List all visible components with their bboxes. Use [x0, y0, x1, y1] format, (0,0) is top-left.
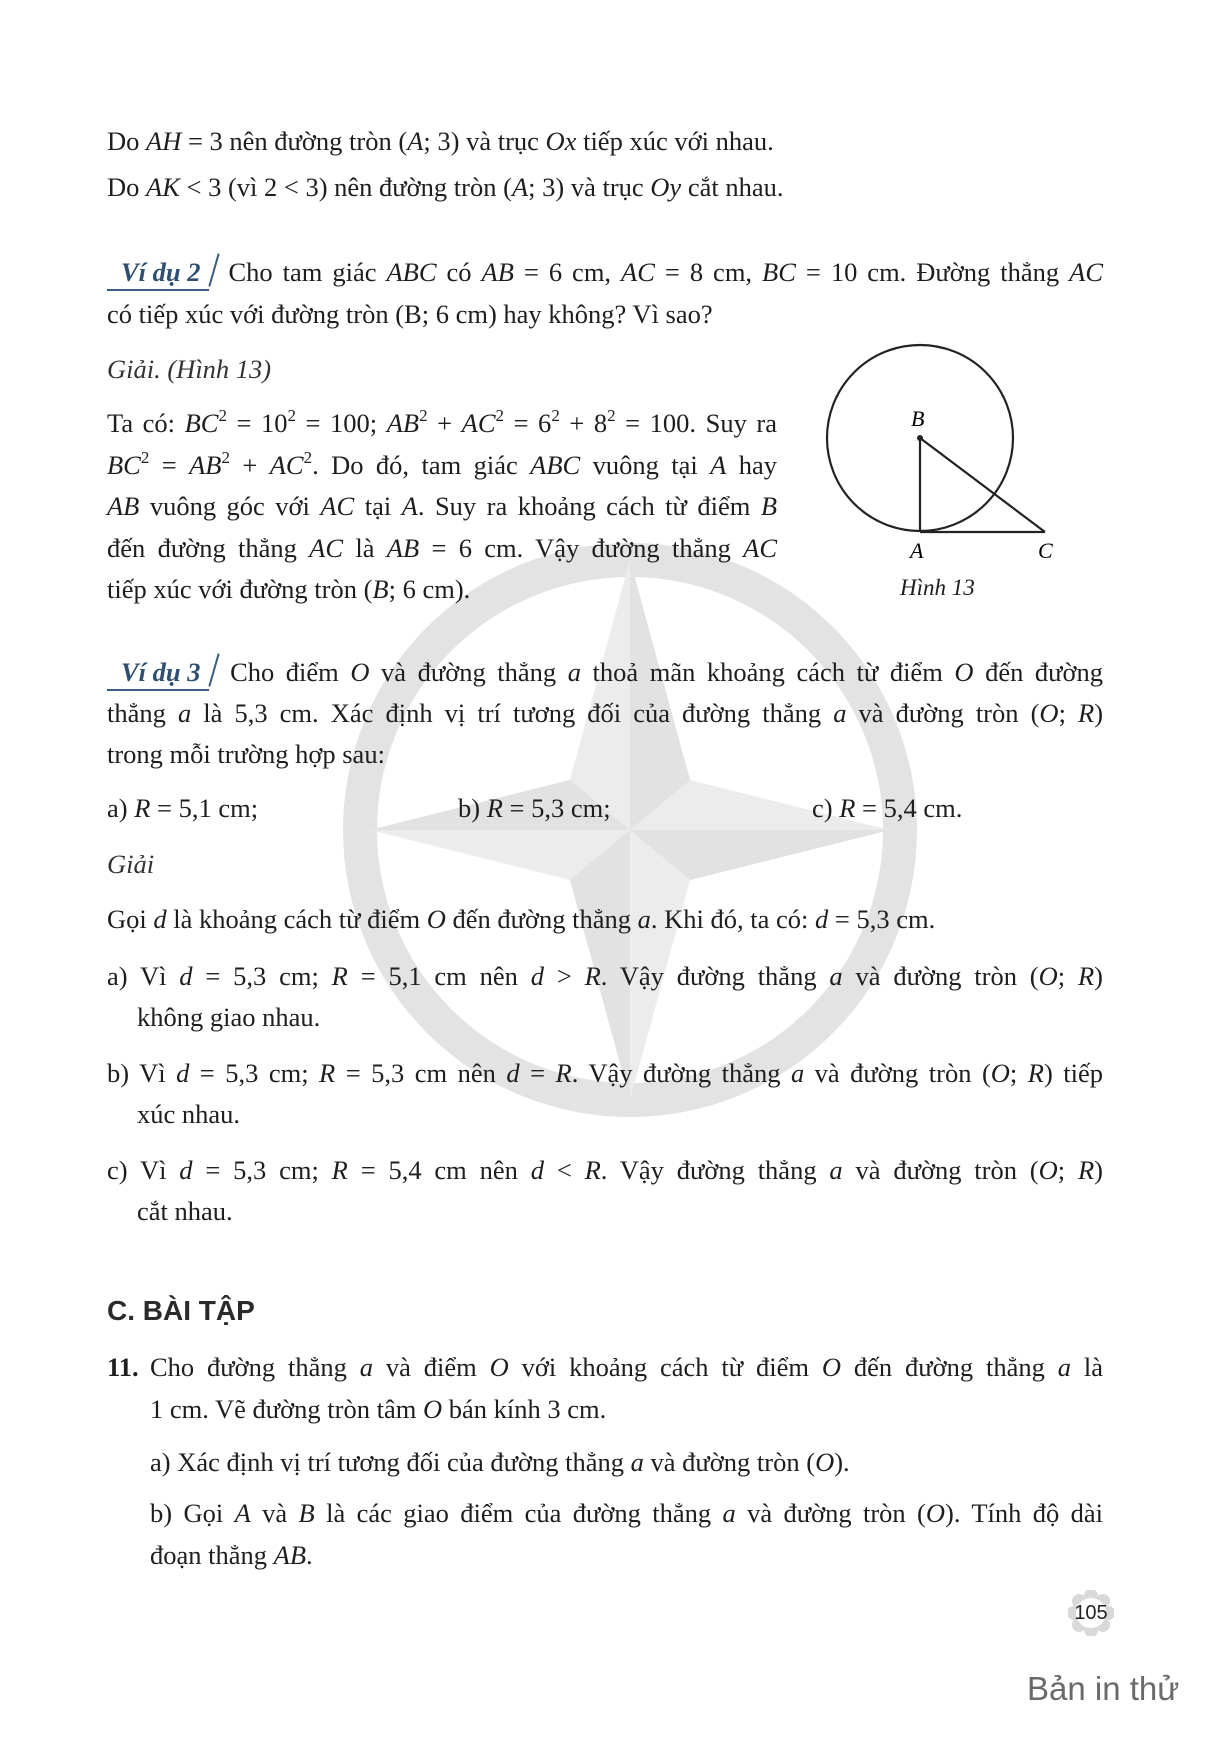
intro-line-1: Do AH = 3 nên đường tròn (A; 3) và trục Ox tiếp xúc với nhau.	[107, 126, 774, 156]
example3-answer-b-line-2: xúc nhau.	[137, 1099, 241, 1129]
figure-13-caption: Hình 13	[900, 575, 975, 600]
exercise-11-part-b-line-1: b) Gọi A và B là các giao điểm của đường thẳng a và đường tròn (O). Tính độ dài	[150, 1498, 1104, 1528]
example3-option-c: c) R = 5,4 cm.	[812, 793, 963, 823]
example3-answer-c-line-1: c) Vì d = 5,3 cm; R = 5,4 cm nên d < R. Vậy đường thẳng a và đường tròn (O; R)	[107, 1155, 1103, 1185]
example3-prompt-line-1: Ví dụ 3 Cho điểm O và đường thẳng a thoả mãn khoảng cách từ điểm O đến đường	[107, 659, 1103, 686]
point-b-dot	[917, 435, 923, 441]
page-number: 105	[1074, 1601, 1108, 1624]
point-b-label: B	[911, 406, 925, 431]
example3-solution-label: Giải	[107, 849, 155, 879]
section-heading: C. BÀI TẬP	[107, 1295, 255, 1326]
exercise-11-line-1: Cho đường thẳng a và điểm O với khoảng cách từ điểm O đến đường thẳng a là	[150, 1352, 1103, 1382]
example3-solution-intro: Gọi d là khoảng cách từ điểm O đến đường thẳng a. Khi đó, ta có: d = 5,3 cm.	[107, 904, 936, 934]
example2-solution-line-4: đến đường thẳng AC là AB = 6 cm. Vậy đường thẳng AC	[107, 533, 778, 563]
watermark-logo	[330, 530, 930, 1130]
example2-label: Ví dụ 2	[107, 259, 215, 286]
segment-bc	[920, 438, 1045, 532]
example3-answer-c-line-2: cắt nhau.	[137, 1196, 233, 1226]
proof-mark: Bản in thử	[1027, 1670, 1180, 1707]
example3-label: Ví dụ 3	[107, 659, 215, 686]
exercise-11-line-2: 1 cm. Vẽ đường tròn tâm O bán kính 3 cm.	[150, 1394, 607, 1424]
point-a-label: A	[910, 538, 924, 563]
intro-line-2: Do AK < 3 (vì 2 < 3) nên đường tròn (A; 3) và trục Oy cắt nhau.	[107, 172, 784, 202]
example2-solution-line-2: $BC^2 = AB^2 + AC^2$. Do đó, tam giác ABC vuông tại A hay	[107, 448, 777, 480]
exercise-11-number: 11.	[107, 1352, 139, 1382]
example2-solution-line-5: tiếp xúc với đường tròn (B; 6 cm).	[107, 574, 471, 604]
example2-prompt-line-2: có tiếp xúc với đường tròn (B; 6 cm) hay không? Vì sao?	[107, 299, 713, 329]
example3-answer-a-line-2: không giao nhau.	[137, 1002, 321, 1032]
figure-13	[820, 340, 1080, 610]
example2-solution-line-1: Ta có: $BC^2 = 10^2 = 100$; $AB^2 + AC^2 = 6^2 + 8^2 = 100$. Suy ra	[107, 406, 777, 438]
example3-prompt-line-3: trong mỗi trường hợp sau:	[107, 739, 385, 769]
exercise-11-part-b-line-2: đoạn thẳng AB.	[150, 1540, 313, 1570]
example2-prompt-line-1: Ví dụ 2 Cho tam giác ABC có AB = 6 cm, AC = 8 cm, BC = 10 cm. Đường thẳng AC	[107, 259, 1103, 286]
example2-solution-line-3: AB vuông góc với AC tại A. Suy ra khoảng cách từ điểm B	[107, 491, 777, 521]
example2-solution-label: Giải. (Hình 13)	[107, 354, 272, 384]
example3-option-a: a) R = 5,1 cm;	[107, 793, 259, 823]
exercise-11-part-a: a) Xác định vị trí tương đối của đường thẳng a và đường tròn (O).	[150, 1447, 850, 1477]
example3-answer-b-line-1: b) Vì d = 5,3 cm; R = 5,3 cm nên d = R. Vậy đường thẳng a và đường tròn (O; R) tiếp	[107, 1058, 1103, 1088]
point-c-label: C	[1038, 538, 1053, 563]
example3-prompt-line-2: thẳng a là 5,3 cm. Xác định vị trí tương đối của đường thẳng a và đường tròn (O; R)	[107, 698, 1104, 728]
page-number-badge	[1068, 1590, 1114, 1636]
example3-answer-a-line-1: a) Vì d = 5,3 cm; R = 5,1 cm nên d > R. Vậy đường thẳng a và đường tròn (O; R)	[107, 961, 1103, 991]
example3-option-b: b) R = 5,3 cm;	[458, 793, 611, 823]
